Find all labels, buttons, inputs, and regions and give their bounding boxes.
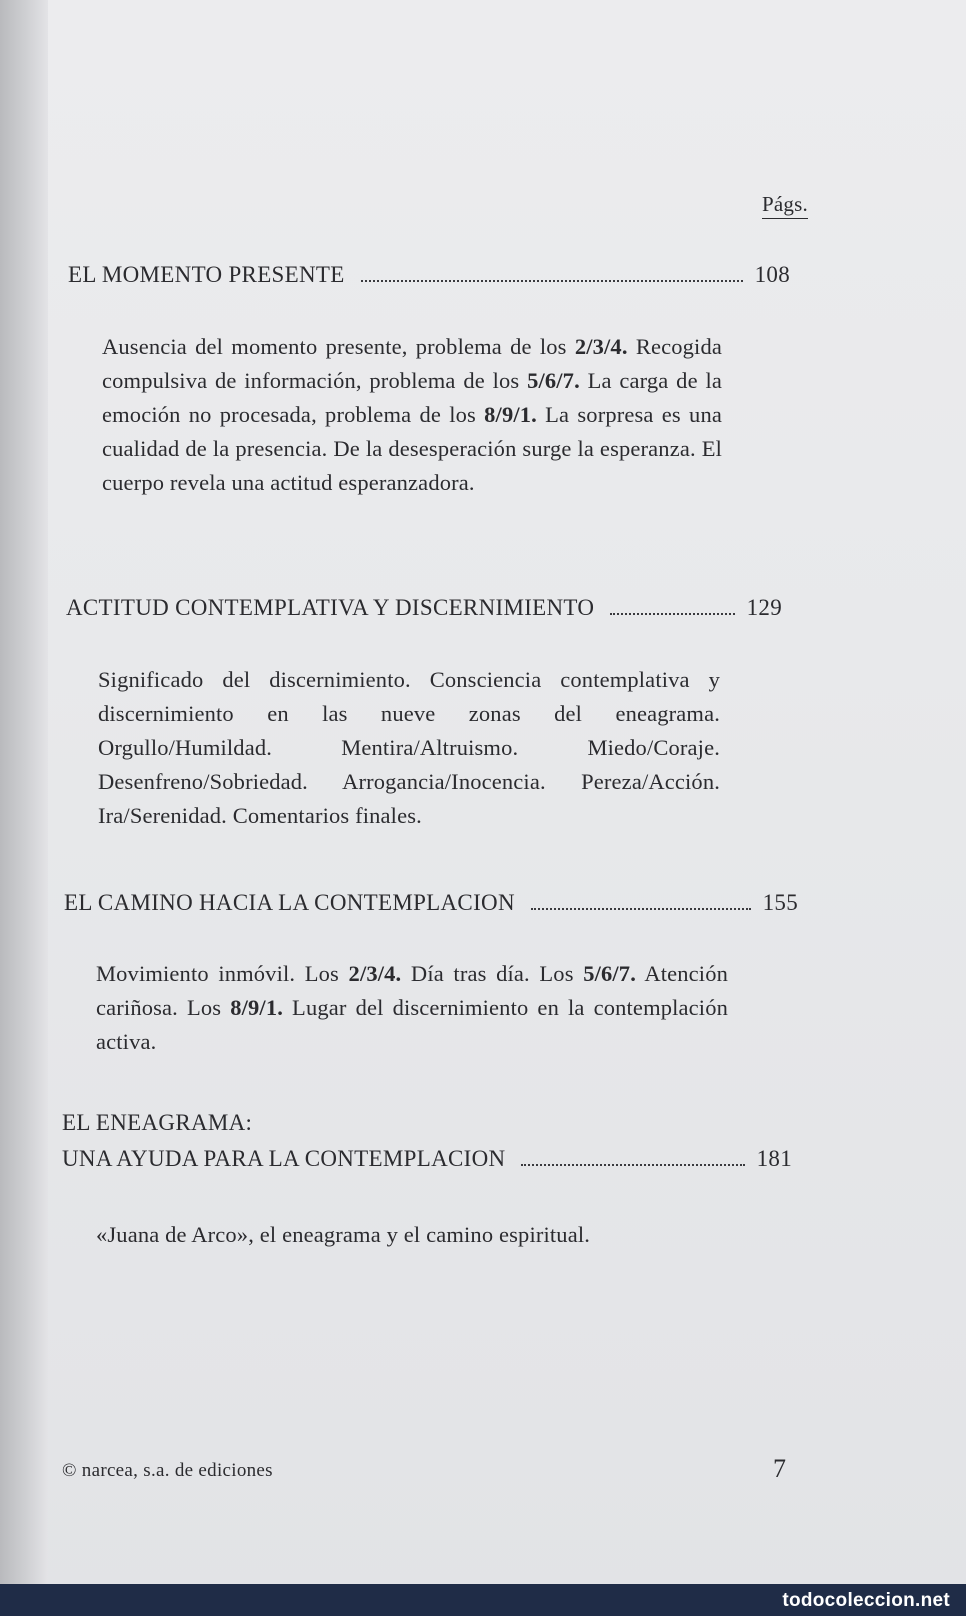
toc-entry-heading	[68, 262, 790, 288]
toc-entry-summary: «Juana de Arco», el eneagrama y el camino espiritual.	[96, 1222, 591, 1247]
leader-dots	[361, 280, 743, 282]
toc-entry-heading	[64, 890, 798, 916]
toc-entry-summary: Significado del discernimiento. Consciencia contemplativa y discernimiento en las nueve zonas del eneagrama. Orgullo/Humildad. Mentira/Altruismo. Miedo/Coraje. Desenfreno/Sobriedad. Arrogancia/Inocencia. Pereza/Acción. Ira/Serenidad. Comentarios finales.	[98, 667, 720, 828]
pages-column-header: Págs.	[762, 192, 808, 219]
toc-entry-page: 181	[756, 1146, 792, 1171]
toc-entry-title: EL CAMINO HACIA LA CONTEMPLACION	[64, 890, 515, 915]
leader-dots	[531, 908, 751, 910]
toc-entry-title-line1: EL ENEAGRAMA:	[62, 1110, 253, 1135]
toc-entry-heading	[62, 1146, 792, 1172]
watermark-text: todocoleccion.net	[782, 1590, 950, 1611]
toc-entry-title: EL MOMENTO PRESENTE	[68, 262, 345, 287]
toc-entry-title: ACTITUD CONTEMPLATIVA Y DISCERNIMIENTO	[66, 595, 595, 620]
toc-entry-page: 129	[746, 595, 782, 620]
toc-entry-page: 155	[762, 890, 798, 915]
publisher-credit: © narcea, s.a. de ediciones	[62, 1460, 273, 1481]
toc-entry-title: UNA AYUDA PARA LA CONTEMPLACION	[62, 1146, 506, 1171]
page-number: 7	[773, 1454, 786, 1483]
leader-dots	[521, 1164, 744, 1166]
toc-entry-summary: Ausencia del momento presente, problema de los 2/3/4. Recogida compulsiva de información, problema de los 5/6/7. La carga de la emoción no procesada, problema de los 8/9/1. La sorpresa es una cualidad de la presencia. De la desesperación surge la esperanza. El cuerpo revela una actitud esperanzadora.	[102, 334, 722, 495]
toc-entry-summary: Movimiento inmóvil. Los 2/3/4. Día tras día. Los 5/6/7. Atención cariñosa. Los 8/9/1. Lugar del discernimiento en la contemplación activa.	[96, 961, 729, 1054]
leader-dots	[610, 613, 734, 615]
adjacent-page-edge	[0, 0, 48, 1616]
toc-entry-page: 108	[754, 262, 790, 287]
toc-entry-heading	[66, 595, 782, 621]
